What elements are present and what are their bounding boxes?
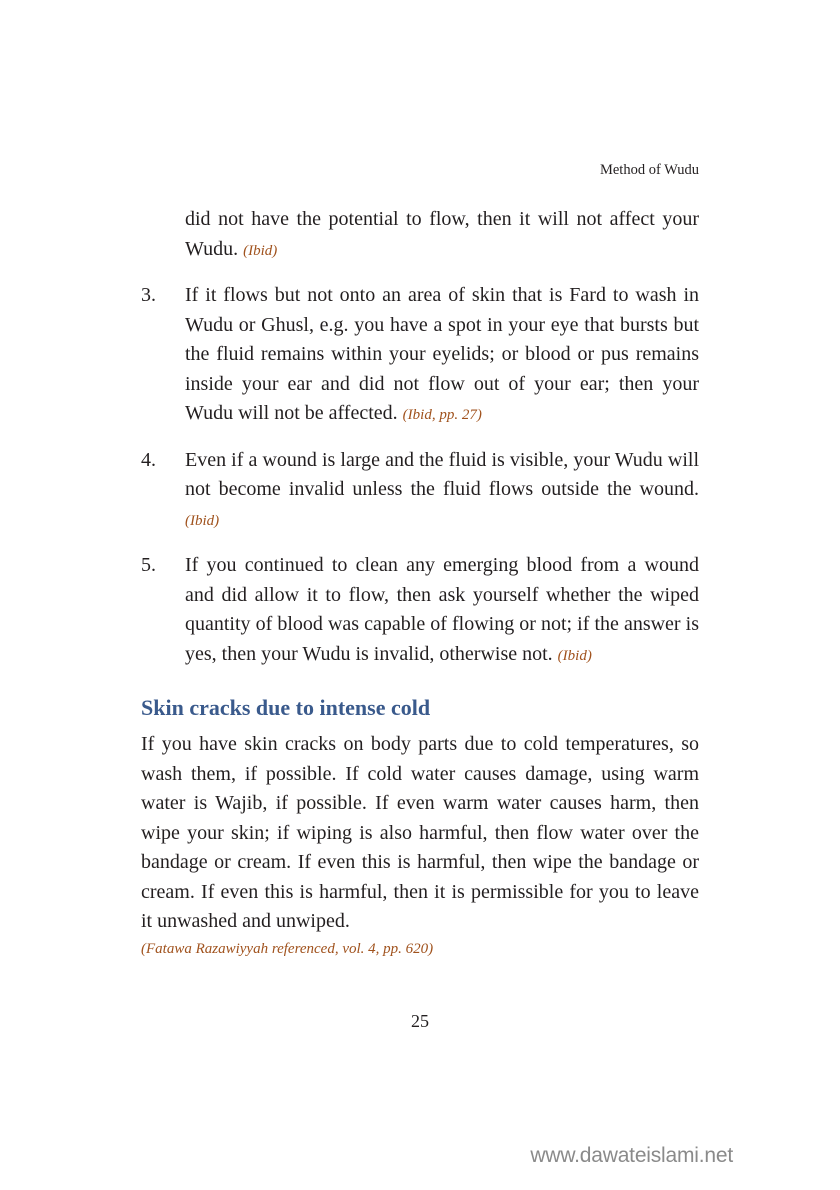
list-item-text (185, 281, 699, 431)
list-item-number: 5. (141, 554, 156, 576)
numbered-list (141, 281, 699, 671)
list-item-number: 4. (141, 448, 156, 471)
list-item-text (185, 446, 699, 537)
list-item (141, 281, 699, 431)
running-header: Method of Wudu (599, 162, 699, 178)
page-content (141, 205, 699, 958)
citation-ref: (Ibid) (557, 647, 592, 664)
source-reference: (Fatawa Razawiyyah referenced, vol. 4, pp. 620) (141, 940, 434, 957)
website-watermark: www.dawateislami.net (530, 1144, 733, 1167)
continuation-text: did not have the potential to flow, then it will not affect your Wudu. (185, 208, 699, 260)
page-number: 25 (411, 1011, 429, 1031)
continuation-paragraph (141, 205, 699, 266)
section-paragraph: If you have skin cracks on body parts due to cold temperatures, so wash them, if possible. If cold water causes damage, using warm water is Wajib, if possible. If even warm water causes harm, then wipe your skin; if wiping is also harmful, then flow water over the bandage or cream. If even this is harmful, then wipe the bandage or cream. If even this is harmful, then it is permissible for you to leave it unwashed and unwiped. (141, 733, 699, 932)
list-item-text (185, 551, 699, 671)
list-item (141, 446, 699, 537)
section-heading: Skin cracks due to intense cold (141, 695, 431, 720)
citation-ref: (Ibid) (185, 512, 220, 529)
list-item (141, 551, 699, 671)
citation-ref: (Ibid) (243, 242, 278, 259)
list-item-body: If it flows but not onto an area of skin that is Fard to wash in Wudu or Ghusl, e.g. you have a spot in your eye that bursts but the fluid remains within your eyelids; or blood or pus remains inside your ear and did not flow out of your ear; then your Wudu will not be affected. (185, 284, 699, 424)
list-item-number: 3. (141, 284, 156, 306)
list-item-body: Even if a wound is large and the fluid is visible, your Wudu will not become invalid unless the fluid flows outside the wound. (185, 448, 699, 500)
citation-ref: (Ibid, pp. 27) (402, 407, 482, 423)
list-item-body: If you continued to clean any emerging blood from a wound and did allow it to flow, then ask yourself whether the wiped quantity of blood was capable of flowing or not; if the answer is yes, then your Wudu is invalid, otherwise not. (185, 554, 699, 665)
